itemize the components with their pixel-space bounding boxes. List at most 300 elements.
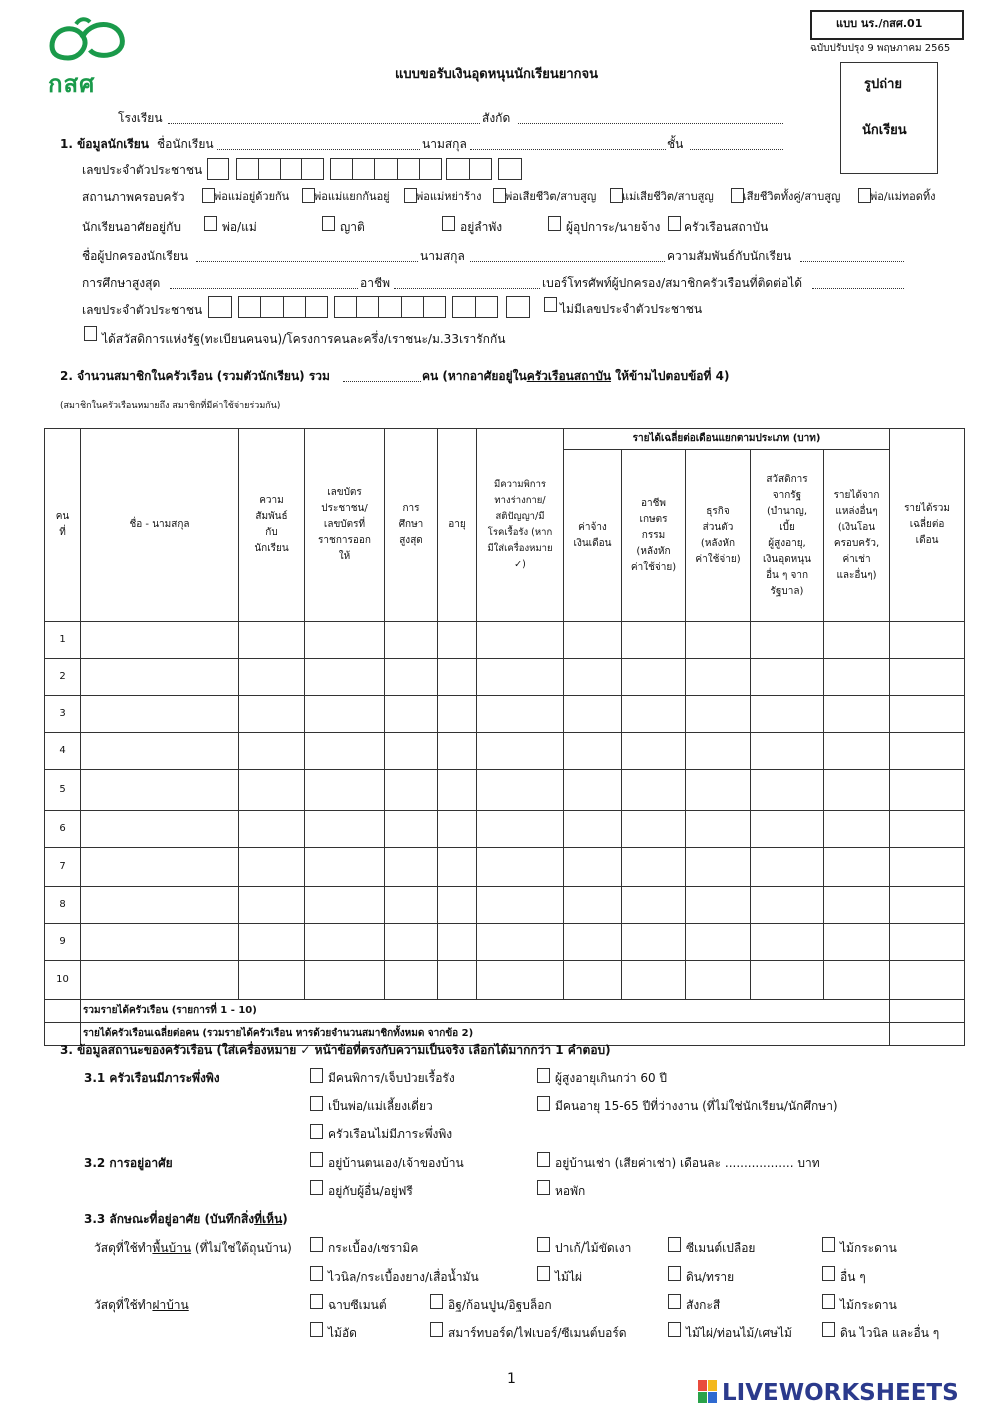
floor-option: ดิน/ทราย: [686, 1270, 735, 1284]
floor-option: ไวนิล/กระเบื้องยาง/เสื่อน้ำมัน: [328, 1270, 479, 1284]
table-cell[interactable]: [239, 961, 305, 1000]
table-row: [45, 924, 965, 961]
s33-label-underlined: ที่เห็น: [254, 1212, 283, 1226]
grade-label: ชั้น: [667, 137, 684, 151]
table-cell[interactable]: [564, 961, 622, 1000]
table-cell[interactable]: [438, 696, 477, 733]
table-row: [45, 659, 965, 696]
section2-heading-prefix: 2. จำนวนสมาชิกในครัวเรือน (รวมตัวนักเรียน) รวม: [60, 369, 330, 383]
col-header-state-welfare: สวัสดิการ จากรัฐ (บำนาญ, เบี้ย ผู้สูงอายุ, เงินอุดหนุน อื่น ๆ จาก รัฐบาล): [751, 450, 824, 622]
table-row: [45, 811, 965, 848]
floor-option: อื่น ๆ: [840, 1270, 866, 1284]
table-cell[interactable]: [890, 811, 965, 848]
page-number: 1: [507, 1371, 516, 1387]
table-cell[interactable]: [751, 622, 824, 659]
wall-option: สมาร์ทบอร์ด/ไฟเบอร์/ซีเมนต์บอร์ด: [448, 1326, 627, 1340]
table-cell[interactable]: [239, 811, 305, 848]
table-cell[interactable]: [622, 887, 686, 924]
table-cell[interactable]: [81, 811, 239, 848]
table-cell[interactable]: [81, 961, 239, 1000]
row-number: 1: [45, 622, 81, 659]
table-cell[interactable]: [751, 887, 824, 924]
floor-checkbox[interactable]: [822, 1237, 835, 1252]
col-header-business: ธุรกิจ ส่วนตัว (หลังหัก ค่าใช้จ่าย): [686, 450, 751, 622]
total-row-blank: [45, 1000, 81, 1023]
guardian-surname-field[interactable]: [470, 249, 665, 262]
table-cell[interactable]: [890, 622, 965, 659]
s31-checkbox[interactable]: [310, 1096, 323, 1111]
table-cell[interactable]: [564, 848, 622, 887]
table-cell[interactable]: [305, 811, 385, 848]
family-status-label: สถานภาพครอบครัว: [82, 190, 185, 204]
family-status-option: พ่อเสียชีวิต/สาบสูญ: [505, 190, 597, 203]
table-cell[interactable]: [438, 887, 477, 924]
floor-option: ปาเก้/ไม้ขัดเงา: [555, 1241, 632, 1255]
table-cell[interactable]: [824, 924, 890, 961]
occupation-field[interactable]: [394, 276, 540, 289]
s33-label-suffix: ): [282, 1212, 288, 1226]
relationship-field[interactable]: [800, 249, 904, 262]
phone-field[interactable]: [812, 276, 904, 289]
household-table: [44, 428, 965, 1046]
lives-with-option: พ่อ/แม่: [222, 220, 257, 234]
family-status-option: พ่อแม่หย่าร้าง: [416, 190, 482, 203]
lives-with-checkbox[interactable]: [442, 216, 455, 231]
lives-with-checkbox[interactable]: [548, 216, 561, 231]
table-cell[interactable]: [890, 961, 965, 1000]
table-cell[interactable]: [81, 887, 239, 924]
col-header-agriculture: อาชีพ เกษตร กรรม (หลังหัก ค่าใช้จ่าย): [622, 450, 686, 622]
floor-checkbox[interactable]: [310, 1266, 323, 1281]
wall-option: อิฐ/ก้อนปูน/อิฐบล็อก: [448, 1298, 552, 1312]
table-cell[interactable]: [385, 924, 438, 961]
no-id-label: ไม่มีเลขประจำตัวประชาชน: [560, 302, 703, 316]
wall-checkbox[interactable]: [668, 1294, 681, 1309]
wall-option: ไม้กระดาน: [840, 1298, 897, 1312]
table-cell[interactable]: [81, 659, 239, 696]
table-cell[interactable]: [305, 848, 385, 887]
table-cell[interactable]: [622, 733, 686, 770]
table-cell[interactable]: [686, 659, 751, 696]
table-cell[interactable]: [686, 622, 751, 659]
wall-checkbox[interactable]: [668, 1322, 681, 1337]
table-cell[interactable]: [438, 811, 477, 848]
wall-checkbox[interactable]: [430, 1294, 443, 1309]
table-cell[interactable]: [751, 733, 824, 770]
s31-option: มีคนอายุ 15-65 ปีที่ว่างงาน (ที่ไม่ใช่นักเรียน/นักศึกษา): [555, 1099, 838, 1113]
welfare-label: ได้สวัสดิการแห่งรัฐ(ทะเบียนคนจน)/โครงการคนละครึ่ง/เราชนะ/ม.33เรารักกัน: [102, 332, 506, 346]
table-cell[interactable]: [564, 811, 622, 848]
student-name-label: ชื่อนักเรียน: [157, 137, 214, 151]
table-cell[interactable]: [686, 848, 751, 887]
s32-checkbox[interactable]: [537, 1180, 550, 1195]
table-cell[interactable]: [239, 733, 305, 770]
table-cell[interactable]: [824, 696, 890, 733]
table-cell[interactable]: [564, 924, 622, 961]
section2-note: (สมาชิกในครัวเรือนหมายถึง สมาชิกที่มีค่าใช้จ่ายร่วมกัน): [60, 401, 281, 411]
wall-checkbox[interactable]: [822, 1294, 835, 1309]
table-cell[interactable]: [385, 811, 438, 848]
table-cell[interactable]: [686, 924, 751, 961]
table-cell[interactable]: [824, 733, 890, 770]
table-cell[interactable]: [564, 696, 622, 733]
table-cell[interactable]: [686, 811, 751, 848]
table-row: [45, 733, 965, 770]
table-cell[interactable]: [438, 924, 477, 961]
table-cell[interactable]: [890, 887, 965, 924]
table-cell[interactable]: [477, 961, 564, 1000]
table-cell[interactable]: [305, 924, 385, 961]
table-cell[interactable]: [751, 924, 824, 961]
family-status-option: พ่อแม่แยกกันอยู่: [314, 190, 390, 203]
student-surname-label: นามสกุล: [422, 137, 467, 151]
s31-option: มีคนพิการ/เจ็บป่วยเรื้อรัง: [328, 1071, 455, 1085]
student-id-digits-2-5[interactable]: [236, 158, 324, 180]
student-id-label: เลขประจำตัวประชาชน: [82, 163, 203, 177]
table-cell[interactable]: [751, 770, 824, 811]
avg-income-cell[interactable]: [890, 1023, 965, 1046]
s32-option: หอพัก: [555, 1184, 586, 1198]
section2-heading-mid-text: คน (หากอาศัยอยู่ใน: [422, 369, 527, 383]
family-status-option: พ่อ/แม่ทอดทิ้ง: [870, 190, 936, 203]
affiliation-label: สังกัด: [482, 111, 511, 125]
guardian-id-digits-6-10[interactable]: [334, 296, 446, 318]
lives-with-checkbox[interactable]: [668, 216, 681, 231]
lives-with-option: อยู่ลำพัง: [460, 220, 503, 234]
table-cell[interactable]: [890, 733, 965, 770]
s31-label: 3.1 ครัวเรือนมีภาระพึ่งพิง: [84, 1071, 220, 1085]
s31-checkbox[interactable]: [537, 1068, 550, 1083]
col-header-total-income: รายได้รวม เฉลี่ยต่อ เดือน: [890, 429, 965, 622]
guardian-id-digit-13[interactable]: [506, 296, 530, 318]
col-header-salary: ค่าจ้าง เงินเดือน: [564, 450, 622, 622]
table-cell[interactable]: [824, 811, 890, 848]
watermark-text: LIVEWORKSHEETS: [722, 1380, 959, 1406]
floor-checkbox[interactable]: [822, 1266, 835, 1281]
table-cell[interactable]: [564, 659, 622, 696]
s31-checkbox[interactable]: [310, 1068, 323, 1083]
watermark-logo-icon: [698, 1380, 718, 1404]
logo-leaf-icon: [46, 16, 128, 64]
s33-label-prefix: 3.3 ลักษณะที่อยู่อาศัย (บันทึกสิ่ง: [84, 1212, 255, 1226]
table-cell[interactable]: [438, 848, 477, 887]
total-income-cell[interactable]: [890, 1000, 965, 1023]
table-cell[interactable]: [305, 622, 385, 659]
wall-option: ไม้ไผ่/ท่อนไม้/เศษไม้: [686, 1326, 792, 1340]
household-count-field[interactable]: [343, 369, 421, 382]
student-id-digit-1[interactable]: [207, 158, 229, 180]
table-cell[interactable]: [751, 961, 824, 1000]
table-cell[interactable]: [477, 811, 564, 848]
table-cell[interactable]: [751, 811, 824, 848]
row-number: 9: [45, 924, 81, 961]
section2-heading-mid: [422, 369, 729, 383]
table-cell[interactable]: [477, 887, 564, 924]
s32-label: 3.2 การอยู่อาศัย: [84, 1156, 173, 1170]
s31-option: เป็นพ่อ/แม่เลี้ยงเดี่ยว: [328, 1099, 433, 1113]
table-cell[interactable]: [239, 924, 305, 961]
table-cell[interactable]: [686, 887, 751, 924]
table-cell[interactable]: [438, 659, 477, 696]
table-row: [45, 848, 965, 887]
table-cell[interactable]: [622, 961, 686, 1000]
wall-checkbox[interactable]: [310, 1322, 323, 1337]
table-cell[interactable]: [477, 770, 564, 811]
floor-option: ไม้ไผ่: [555, 1270, 583, 1284]
avg-income-row: รายได้ครัวเรือนเฉลี่ยต่อคน (รวมรายได้ครัวเรือน หารด้วยจำนวนสมาชิกทั้งหมด จากข้อ 2): [81, 1023, 890, 1046]
row-number: 5: [45, 770, 81, 811]
table-cell[interactable]: [890, 848, 965, 887]
wall-option: สังกะสี: [686, 1298, 721, 1312]
table-row: [45, 622, 965, 659]
education-field[interactable]: [170, 276, 358, 289]
guardian-id-digits-11-12[interactable]: [452, 296, 498, 318]
col-header-name: ชื่อ - นามสกุล: [81, 429, 239, 622]
table-cell[interactable]: [305, 733, 385, 770]
table-cell[interactable]: [477, 659, 564, 696]
table-cell[interactable]: [239, 659, 305, 696]
table-cell[interactable]: [824, 622, 890, 659]
table-cell[interactable]: [564, 622, 622, 659]
section1-heading: 1. ข้อมูลนักเรียน: [60, 137, 150, 151]
guardian-name-field[interactable]: [196, 249, 418, 262]
section2-heading-suffix: ให้ข้ามไปตอบข้อที่ 4): [611, 369, 730, 383]
table-cell[interactable]: [622, 848, 686, 887]
revision-date: ฉบับปรับปรุง 9 พฤษภาคม 2565: [810, 43, 951, 54]
wall-option: ไม้อัด: [328, 1326, 357, 1340]
table-cell[interactable]: [477, 924, 564, 961]
col-header-other-income: รายได้จาก แหล่งอื่นๆ (เงินโอน ครอบครัว, ค่าเช่า และอื่นๆ): [824, 450, 890, 622]
affiliation-field[interactable]: [518, 111, 783, 124]
table-cell[interactable]: [385, 696, 438, 733]
table-cell[interactable]: [305, 961, 385, 1000]
guardian-id-label: เลขประจำตัวประชาชน: [82, 303, 203, 317]
table-cell[interactable]: [305, 770, 385, 811]
floor-option: ซีเมนต์เปลือย: [686, 1241, 756, 1255]
table-cell[interactable]: [477, 622, 564, 659]
family-status-option: พ่อแม่อยู่ด้วยกัน: [214, 190, 290, 203]
table-cell[interactable]: [622, 770, 686, 811]
s32-option: อยู่บ้านเช่า (เสียค่าเช่า) เดือนละ .................. บาท: [555, 1156, 820, 1170]
household-table-body: [45, 622, 965, 1000]
table-cell[interactable]: [751, 848, 824, 887]
watermark-blocks-icon: [698, 1380, 718, 1404]
lives-with-option: ญาติ: [340, 220, 365, 234]
education-label: การศึกษาสูงสุด: [82, 276, 161, 290]
table-cell[interactable]: [686, 961, 751, 1000]
col-header-no: คน ที่: [45, 429, 81, 622]
guardian-name-label: ชื่อผู้ปกครองนักเรียน: [82, 249, 189, 263]
table-cell[interactable]: [824, 887, 890, 924]
table-cell[interactable]: [81, 733, 239, 770]
col-header-education: การ ศึกษา สูงสุด: [385, 429, 438, 622]
lives-with-checkbox[interactable]: [204, 216, 217, 231]
lives-with-option: ผู้อุปการะ/นายจ้าง: [566, 220, 661, 234]
table-cell[interactable]: [824, 961, 890, 1000]
table-cell[interactable]: [824, 848, 890, 887]
floor-option: กระเบื้อง/เซรามิค: [328, 1241, 419, 1255]
floor-checkbox[interactable]: [668, 1266, 681, 1281]
wall-label: [94, 1298, 189, 1312]
table-cell[interactable]: [622, 811, 686, 848]
phone-label: เบอร์โทรศัพท์ผู้ปกครอง/สมาชิกครัวเรือนที่ติดต่อได้: [542, 276, 802, 290]
s32-option: อยู่กับผู้อื่น/อยู่ฟรี: [328, 1184, 413, 1198]
table-cell[interactable]: [686, 733, 751, 770]
table-cell[interactable]: [385, 887, 438, 924]
table-cell[interactable]: [385, 961, 438, 1000]
table-cell[interactable]: [477, 848, 564, 887]
row-number: 6: [45, 811, 81, 848]
school-field[interactable]: [168, 111, 480, 124]
table-cell[interactable]: [686, 770, 751, 811]
wall-checkbox[interactable]: [310, 1294, 323, 1309]
welfare-checkbox[interactable]: [84, 326, 97, 341]
table-cell[interactable]: [81, 924, 239, 961]
guardian-id-digits-2-5[interactable]: [238, 296, 328, 318]
page-title: แบบขอรับเงินอุดหนุนนักเรียนยากจน: [395, 67, 599, 82]
table-cell[interactable]: [81, 622, 239, 659]
no-id-checkbox[interactable]: [544, 297, 557, 312]
table-cell[interactable]: [438, 770, 477, 811]
s31-checkbox[interactable]: [537, 1096, 550, 1111]
table-cell[interactable]: [385, 770, 438, 811]
table-cell[interactable]: [686, 696, 751, 733]
family-status-option: แม่เสียชีวิต/สาบสูญ: [622, 190, 714, 203]
table-cell[interactable]: [385, 848, 438, 887]
table-cell[interactable]: [477, 696, 564, 733]
col-header-relationship: ความ สัมพันธ์ กับ นักเรียน: [239, 429, 305, 622]
table-cell[interactable]: [438, 622, 477, 659]
wall-option: ฉาบซีเมนต์: [328, 1298, 387, 1312]
wall-checkbox[interactable]: [430, 1322, 443, 1337]
lives-with-checkbox[interactable]: [322, 216, 335, 231]
table-row: [45, 961, 965, 1000]
floor-label-prefix: วัสดุที่ใช้ทำ: [94, 1241, 153, 1255]
row-number: 2: [45, 659, 81, 696]
wall-option: ดิน ไวนิล และอื่น ๆ: [840, 1326, 940, 1340]
table-cell[interactable]: [385, 659, 438, 696]
logo-text: กสศ: [48, 70, 96, 98]
wall-label-prefix: วัสดุที่ใช้ทำ: [94, 1298, 153, 1312]
school-label: โรงเรียน: [118, 111, 163, 125]
guardian-id-digit-1[interactable]: [208, 296, 232, 318]
table-cell[interactable]: [751, 696, 824, 733]
table-cell[interactable]: [305, 696, 385, 733]
section3-heading: 3. ข้อมูลสถานะของครัวเรือน (ใส่เครื่องหมาย ✓ หน้าข้อที่ตรงกับความเป็นจริง เลือกได้มากกว่า 1 คำตอบ): [60, 1043, 611, 1057]
income-group-header: รายได้เฉลี่ยต่อเดือนแยกตามประเภท (บาท): [564, 429, 890, 450]
table-cell[interactable]: [890, 924, 965, 961]
relationship-label: ความสัมพันธ์กับนักเรียน: [667, 249, 792, 263]
row-number: 3: [45, 696, 81, 733]
table-cell[interactable]: [81, 770, 239, 811]
table-cell[interactable]: [239, 848, 305, 887]
s32-checkbox[interactable]: [310, 1180, 323, 1195]
s33-label: [84, 1212, 288, 1226]
lives-with-label: นักเรียนอาศัยอยู่กับ: [82, 220, 181, 234]
table-cell[interactable]: [890, 659, 965, 696]
s32-checkbox[interactable]: [537, 1152, 550, 1167]
table-cell[interactable]: [622, 924, 686, 961]
floor-option: ไม้กระดาน: [840, 1241, 897, 1255]
student-id-digits-11-12[interactable]: [446, 158, 492, 180]
table-row: [45, 887, 965, 924]
occupation-label: อาชีพ: [360, 276, 390, 290]
row-number: 8: [45, 887, 81, 924]
col-header-id-card: เลขบัตร ประชาชน/ เลขบัตรที่ ราชการออก ให้: [305, 429, 385, 622]
s31-option: ผู้สูงอายุเกินกว่า 60 ปี: [555, 1071, 668, 1085]
table-cell[interactable]: [477, 733, 564, 770]
table-cell[interactable]: [751, 659, 824, 696]
floor-checkbox[interactable]: [537, 1237, 550, 1252]
col-header-disability: มีความพิการ ทางร่างกาย/ สติปัญญา/มี โรคเรื้อรัง (หาก มีใส่เครื่องหมาย ✓): [477, 429, 564, 622]
table-cell[interactable]: [81, 848, 239, 887]
table-row: [45, 770, 965, 811]
total-income-row: รวมรายได้ครัวเรือน (รายการที่ 1 - 10): [81, 1000, 890, 1023]
table-cell[interactable]: [890, 696, 965, 733]
table-cell[interactable]: [564, 770, 622, 811]
col-header-age: อายุ: [438, 429, 477, 622]
grade-field[interactable]: [690, 137, 783, 150]
row-number: 10: [45, 961, 81, 1000]
row-number: 7: [45, 848, 81, 887]
student-surname-field[interactable]: [470, 137, 666, 150]
lives-with-option: ครัวเรือนสถาบัน: [684, 220, 769, 234]
table-cell[interactable]: [81, 696, 239, 733]
s32-option: อยู่บ้านตนเอง/เจ้าของบ้าน: [328, 1156, 464, 1170]
table-cell[interactable]: [438, 733, 477, 770]
table-cell[interactable]: [622, 659, 686, 696]
wall-label-underlined: ฝาบ้าน: [152, 1298, 189, 1312]
row-number: 4: [45, 733, 81, 770]
student-id-digit-13[interactable]: [498, 158, 522, 180]
wall-checkbox[interactable]: [822, 1322, 835, 1337]
table-cell[interactable]: [305, 659, 385, 696]
table-cell[interactable]: [622, 622, 686, 659]
photo-label-line1: รูปถ่าย: [864, 77, 903, 92]
s31-option: ครัวเรือนไม่มีภาระพึ่งพิง: [328, 1127, 453, 1141]
table-cell[interactable]: [824, 659, 890, 696]
table-cell[interactable]: [564, 887, 622, 924]
table-cell[interactable]: [239, 770, 305, 811]
s32-checkbox[interactable]: [310, 1152, 323, 1167]
student-name-field[interactable]: [217, 137, 420, 150]
table-cell[interactable]: [438, 961, 477, 1000]
table-cell[interactable]: [239, 887, 305, 924]
table-cell[interactable]: [564, 733, 622, 770]
table-cell[interactable]: [385, 733, 438, 770]
s31-checkbox[interactable]: [310, 1124, 323, 1139]
student-id-digits-6-10[interactable]: [330, 158, 442, 180]
floor-checkbox[interactable]: [668, 1237, 681, 1252]
guardian-surname-label: นามสกุล: [420, 249, 465, 263]
floor-checkbox[interactable]: [310, 1237, 323, 1252]
table-cell[interactable]: [824, 770, 890, 811]
table-cell[interactable]: [385, 622, 438, 659]
table-cell[interactable]: [622, 696, 686, 733]
form-code: แบบ นร./กสศ.01: [836, 17, 923, 30]
floor-checkbox[interactable]: [537, 1266, 550, 1281]
floor-label-underlined: พื้นบ้าน: [152, 1241, 192, 1255]
family-status-option: เสียชีวิตทั้งคู่/สาบสูญ: [743, 190, 841, 203]
table-row: [45, 696, 965, 733]
table-cell[interactable]: [239, 622, 305, 659]
photo-label-line2: นักเรียน: [862, 123, 907, 138]
table-cell[interactable]: [890, 770, 965, 811]
table-cell[interactable]: [305, 887, 385, 924]
section2-heading-underlined: ครัวเรือนสถาบัน: [526, 369, 612, 383]
floor-label: [94, 1241, 292, 1255]
table-cell[interactable]: [239, 696, 305, 733]
